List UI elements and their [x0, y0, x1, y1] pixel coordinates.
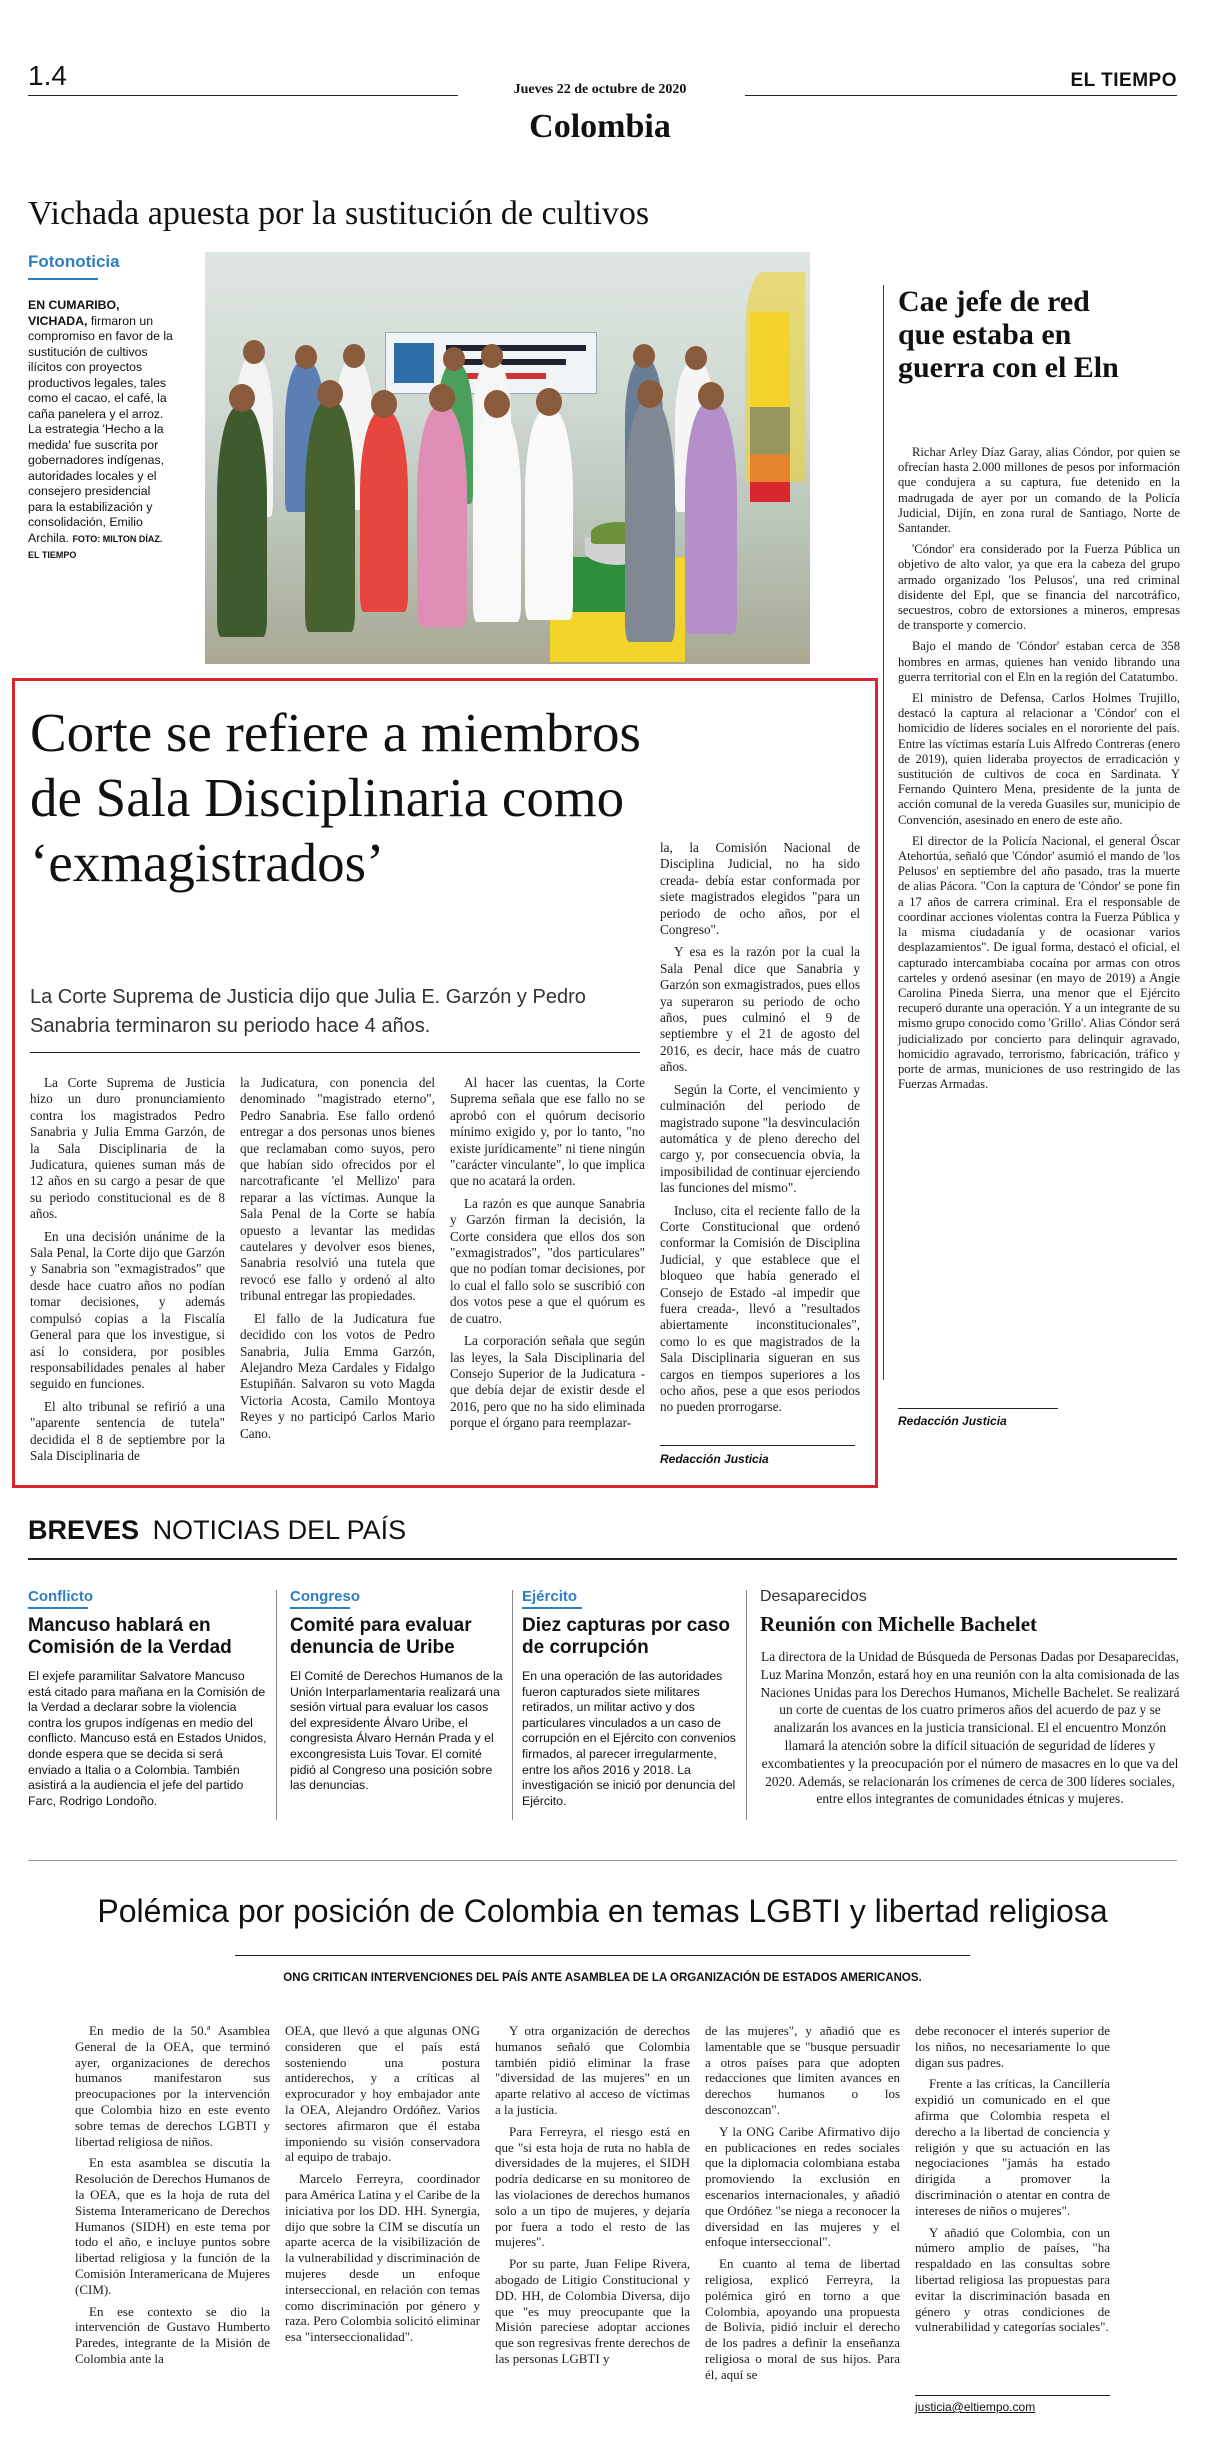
cae-paragraph: El ministro de Defensa, Carlos Holmes Trujillo, destacó la captura al relacionar a 'Cóndor' con el homicidio de líderes sociales en el nororiente del país. Entre las víctimas estaría Luis Alfredo Contreras (enero de 2019), quien lideraba proyectos de erradicación y sustitución de cultivos de coca en Sardinata. Y Fernando Quintero Mena, presidente de la junta de acción comunal de la vereda Guasiles sur, municipio de Convención, asesinado en enero de este año. — [898, 691, 1180, 827]
corte-paragraph: La razón es que aunque Sanabria y Garzón firman la decisión, la Corte considera que ellos dos son "exmagistrados", "dos particulares" que no podían tomar decisiones, por lo cual el fallo solo se suscribió con dos votos pese a que el quórum es de cuatro. — [450, 1195, 645, 1326]
lgbti-col1 — [75, 2023, 270, 2373]
section-title: Colombia — [529, 108, 671, 145]
fotonoticia-rule — [28, 278, 98, 280]
lgbti-paragraph: debe reconocer el interés superior de los niños, no necesariamente lo que digan sus padres. — [915, 2023, 1110, 2070]
breve-body: El exjefe paramilitar Salvatore Mancuso está citado para mañana en la Comisión de la Verdad a declarar sobre la violencia contra los grupos indígenas en medio del conflicto. Mancuso está en Estados Unidos, donde espera que se decida si será enviado a Italia o a Colombia. También asistirá a la audiencia el jefe del partido Farc, Rodrigo Londoño. — [28, 1669, 267, 1808]
breve-tag-rule — [28, 1607, 88, 1609]
corte-paragraph: Al hacer las cuentas, la Corte Suprema señala que ese fallo no se aprobó con el quórum decisorio mínimo exigido y, por lo tanto, "no existe jurídicamente" ni tiene ningún "carácter vinculante", lo que implica que no acatará la orden. — [450, 1075, 645, 1189]
lgbti-paragraph: En medio de la 50.ª Asamblea General de la OEA, que terminó ayer, organizaciones de derechos humanos manifestaron sus preocupaciones por la intervención que Colombia hizo en este evento sobre temas de derechos LGBTI y libertad religiosa de niños. — [75, 2023, 270, 2149]
lgbti-headline: Polémica por posición de Colombia en temas LGBTI y libertad religiosa — [97, 1893, 1108, 1929]
cae-signature-rule — [898, 1408, 1058, 1409]
corte-col4 — [660, 840, 860, 1422]
cae-headline: Cae jefe de red que estaba en guerra con el Eln — [898, 285, 1119, 384]
lgbti-kicker: ONG CRITICAN INTERVENCIONES DEL PAÍS ANTE ASAMBLEA DE LA ORGANIZACIÓN DE ESTADOS AMERICANOS. — [283, 1972, 922, 1984]
breve-headline: Mancuso hablará en Comisión de la Verdad — [28, 1615, 232, 1658]
breves-rule — [28, 1558, 1177, 1560]
cae-paragraph: 'Cóndor' era considerado por la Fuerza Pública un objetivo de alto valor, ya que era la cabeza del grupo armado organizado 'los Pelusos', una red criminal disidente del Epl, que se financia del narcotráfico, secuestros, cobro de extorsiones a mineros, empresas de transporte y comercio. — [898, 542, 1180, 633]
corte-paragraph: Y esa es la razón por la cual la Sala Penal dice que Sanabria y Garzón son exmagistrados, pues ellos ya superaron su periodo de ocho años, pues culminó el 9 de septiembre y el 21 de agosto del 2016, es decir, hace más de cuatro años. — [660, 944, 860, 1075]
contact-email[interactable]: justicia@eltiempo.com — [915, 2400, 1036, 2414]
lgbti-paragraph: Y otra organización de derechos humanos señaló que Colombia también pidió eliminar la frase "diversidad de las mujeres" en un aparte relativo al acceso de víctimas a la justicia. — [495, 2023, 690, 2117]
header-date: Jueves 22 de octubre de 2020 — [513, 82, 687, 97]
lgbti-paragraph: Frente a las críticas, la Cancillería expidió un comunicado en el que afirma que Colombia respeta el derecho a la libertad de conciencia y religión y que su actuación en las negociaciones "jamás ha estado dirigida a promover la discriminación o atentar en contra de intereses de niños o mujeres". — [915, 2076, 1110, 2218]
corte-paragraph: la, la Comisión Nacional de Disciplina Judicial, no ha sido creada- debía estar conformada por siete magistrados elegidos "para un periodo de ocho años, por el Congreso". — [660, 840, 860, 938]
lgbti-paragraph: Marcelo Ferreyra, coordinador para América Latina y el Caribe de la iniciativa por los DD. HH. Synergia, dijo que sobre la CIM se discutía un aparte acerca de la visibilización de la vulnerabilidad y discriminación de mujeres desde un enfoque interseccional, en relación con temas como discriminación por género y raza. Pero Colombia solicitó eliminar esa "interseccionalidad". — [285, 2171, 480, 2345]
lgbti-paragraph: Y la ONG Caribe Afirmativo dijo en publicaciones en redes sociales que la diplomacia colombiana estaba promoviendo la exclusión en escenarios internacionales, y añadió que Ordóñez "se niega a reconocer la diversidad en las mujeres y el enfoque interseccional". — [705, 2123, 900, 2250]
breve-tag: Conflicto — [28, 1588, 93, 1605]
lgbti-top-rule — [28, 1860, 1177, 1861]
breves-divider — [276, 1590, 277, 1820]
corte-paragraph: El fallo de la Judicatura fue decidido con los votos de Pedro Sanabria, Julia Emma Garzón, Alejandro Meza Cardales y Fidalgo Estupiñán. Salvaron su voto Magda Victoria Acosta, Camilo Montoya Reyes y no participó Carlos Mario Cano. — [240, 1310, 435, 1441]
lgbti-paragraph: Por su parte, Juan Felipe Rivera, abogado de Litigio Constitucional y DD. HH, de Colombia Diversa, dijo que "es muy preocupante que la Misión pareciese adoptar acciones que son regresivas frente derechos de las personas LGBTI y — [495, 2256, 690, 2366]
lgbti-paragraph: Y añadió que Colombia, con un número amplio de países, "ha respaldado en las consultas sobre libertad religiosa las propuestas para evitar la discriminación basada en género y otras condiciones de vulnerabilidad y categorías sociales". — [915, 2224, 1110, 2335]
breve-body: El Comité de Derechos Humanos de la Unión Interparlamentaria realizará una sesión virtual para evaluar los casos del expresidente Álvaro Uribe, el congresista Álvaro Hernán Prada y el excongresista Luis Tovar. El comité pidió al Congreso una posición sobre las denuncias. — [290, 1669, 503, 1793]
lgbti-kicker-rule — [235, 1955, 970, 1956]
corte-paragraph: Incluso, cita el reciente fallo de la Corte Constitucional que ordenó conformar la Comisión de Disciplina Judicial, y que establece que el bloqueo que había generado el Consejo de Estado -al impedir que fuera creada-, llevó a "resultados abiertamente inconstitucionales", como lo es que magistrados de la Sala Disciplinaria sigueran en sus cargos en tiempos superiores a los ocho años, pese a que esos periodos no pueden prorrogarse. — [660, 1202, 860, 1415]
lgbti-paragraph: En cuanto al tema de libertad religiosa, explicó Ferreyra, la polémica giró en torno a que Colombia, apoyando una propuesta de Bolivia, pidió incluir el derecho de los padres a definir la enseñanza religiosa o moral de sus hijos. Para él, aquí se — [705, 2256, 900, 2382]
cae-paragraph: Bajo el mando de 'Cóndor' estaban cerca de 358 hombres en armas, quienes han venido librando una guerra territorial con el Eln en la región del Catatumbo. — [898, 639, 1180, 684]
cae-paragraph: El director de la Policía Nacional, el general Óscar Atehortúa, señaló que 'Cóndor' asumió el mando de 'los Pelusos' en septiembre del año pasado, tras la muerte de alias Pácora. "Con la captura de 'Cóndor' se pone fin a 17 años de carrera criminal. Era el responsable de coordinar acciones violentas contra la Fuerza Pública y la misma ciudadanía y de ocasionar varios desplazamientos". De igual forma, destacó el oficial, el capturado intercambiaba cocaína por armas con otros carteles y ordenó asesinar (en mayo de 2019) a Angie Carolina Pineda Sierra, una menor que el Ejército recuperó durante una operación. Y a un integrante de su mismo grupo conocido como 'Grillo'. Alias Cóndor será judicializado por concierto para delinquir agravado, homicidio agravado, terrorismo, fabricación, tráfico y porte de armas, municiones de uso restringido de las Fuerzas Armadas. — [898, 833, 1180, 1092]
caption-text: firmaron un compromiso en favor de la sustitución de cultivos ilícitos con proyectos productivos legales, tales como el cacao, el café, la caña panelera y el arroz. La estrategia 'Hecho a la medida' fue suscrita por gobernadores indígenas, autoridades locales y el consejero presidencial para la estabilización y consolidación, Emilio Archila. — [28, 313, 173, 545]
breve-item — [28, 1588, 268, 1809]
corte-col1 — [30, 1075, 225, 1470]
breve-item — [522, 1588, 737, 1809]
lgbti-paragraph: Para Ferreyra, el riesgo está en que "si esta hoja de ruta no habla de diversidades de la mujeres, el SIDH podría dedicarse en su monitoreo de las violaciones de derechos humanos solo a un tipo de mujeres, y dejaría por fuera a todo el resto de las mujeres". — [495, 2123, 690, 2250]
corte-deck: La Corte Suprema de Justicia dijo que Julia E. Garzón y Pedro Sanabria terminaron su periodo hace 4 años. — [30, 986, 586, 1037]
lgbti-paragraph: OEA, que llevó a que algunas ONG consideren que el país está sosteniendo una postura antiderechos, y a críticas al exprocurador y hoy embajador ante la OEA, Alejandro Ordóñez. Varios sectores afirmaron que él estaba imponiendo su visión conservadora al equipo de trabajo. — [285, 2023, 480, 2165]
breves-title — [28, 1515, 406, 1546]
corte-paragraph: Según la Corte, el vencimiento y culminación del periodo de magistrado supone "la desvinculación automática y de pleno derecho del cargo y, por consecuencia obvia, la imposibilidad de continuar ejerciendo las funciones del mismo". — [660, 1081, 860, 1196]
breve-body: En una operación de las autoridades fueron capturados siete militares retirados, un militar activo y dos particulares vinculados a un caso de corrupción en el Ejército con convenios firmados, al parecer irregularmente, entre los años 2016 y 2018. La investigación se inició por denuncia del Ejército. — [522, 1669, 736, 1808]
cae-signature: Redacción Justicia — [898, 1414, 1007, 1428]
photo-credit: FOTO: MILTON DÍAZ. EL TIEMPO — [28, 533, 163, 560]
corte-signature-rule — [660, 1445, 855, 1446]
fotonoticia-label: Fotonoticia — [28, 252, 120, 271]
lgbti-paragraph: de las mujeres", y añadió que es lamentable que se "busque persuadir a otros países para que adopten redacciones que limiten avances en derechos humanos o los desconozcan". — [705, 2023, 900, 2117]
corte-col2 — [240, 1075, 435, 1448]
corte-headline: Corte se refiere a miembros de Sala Disciplinaria como ‘exmagistrados’ — [30, 702, 641, 893]
lgbti-paragraph: En esta asamblea se discutía la Resolución de Derechos Humanos de la OEA, que es la hoja de ruta del Sistema Interamericano de Derechos Humanos (SIDH) en este tema por todo el año, e incluye puntos sobre libertad religiosa y la función de la Comisión Interamericana de Mujeres (CIM). — [75, 2155, 270, 2297]
vichada-headline: Vichada apuesta por la sustitución de cultivos — [28, 195, 650, 232]
breves-title-bold: BREVES — [28, 1515, 140, 1545]
vichada-caption — [28, 298, 173, 564]
header-rule-left — [28, 95, 458, 96]
corte-paragraph: La corporación señala que según las leyes, la Sala Disciplinaria del Consejo Superior de la Judicatura -que debía dejar de existir desde el 2016, pero que no ha sido eliminada porque el órgano para reemplazar- — [450, 1333, 645, 1431]
vichada-photo — [205, 252, 810, 664]
corte-paragraph: la Judicatura, con ponencia del denominado "magistrado eterno", Pedro Sanabria. Ese fallo ordenó entregar a dos personas unos bienes que reclamaban como suyos, pero que habían sido ofrecidos por el narcotraficante 'el Mellizo' para reparar a las víctimas. Aunque la Sala Penal de la Corte se había opuesto a levantar las medidas cautelares y devolver esos bienes, Sanabria resolvió una tutela que revocó ese fallo y ordenó al alto tribunal entregar las propiedades. — [240, 1075, 435, 1304]
lgbti-paragraph: En ese contexto se dio la intervención de Gustavo Humberto Paredes, integrante de la Misión de Colombia ante la — [75, 2303, 270, 2366]
corte-paragraph: En una decisión unánime de la Sala Penal, la Corte dijo que Garzón y Sanabria son "exmagistrados" que desde hace cuatro años no podían tomar decisiones, y además compulsó copias a la Fiscalía General para que los investigue, si así lo considera, por posibles responsabilidades penales al haber seguido en funciones. — [30, 1228, 225, 1392]
email-rule — [915, 2395, 1110, 2396]
cae-paragraph: Richar Arley Díaz Garay, alias Cóndor, por quien se ofrecían hasta 2.000 millones de pesos por información que condujera a su captura, fue detenido en la madrugada de ayer por un comando de la Policía Judicial, Dijín, en zona rural de Santiago, Norte de Santander. — [898, 445, 1180, 536]
breves-divider — [746, 1590, 747, 1820]
breve-tag: Desaparecidos — [760, 1588, 867, 1605]
cae-vertical-rule — [883, 285, 884, 1380]
breve-tag: Ejército — [522, 1588, 578, 1605]
corte-deck-rule — [30, 1052, 640, 1053]
breve-item — [760, 1588, 1180, 1808]
corte-paragraph: La Corte Suprema de Justicia hizo un duro pronunciamiento contra los magistrados Pedro Sanabria y Julia Emma Garzón, de la Sala Disciplinaria de la Judicatura, quienes suman más de 12 años en su cargo a pesar de que su periodo constitucional es de 8 años. — [30, 1075, 225, 1222]
lgbti-col5 — [915, 2023, 1110, 2341]
breve-tag-rule — [290, 1607, 350, 1609]
breve-tag-rule — [522, 1607, 582, 1609]
caption-lead: EN CUMARIBO, VICHADA, — [28, 298, 120, 328]
breve-headline: Diez capturas por caso de corrupción — [522, 1615, 731, 1658]
header-rule-right — [745, 95, 1177, 96]
page-number: 1.4 — [28, 60, 67, 91]
breves-divider — [512, 1590, 513, 1820]
brand-logo: EL TIEMPO — [1070, 70, 1177, 91]
breve-tag: Congreso — [290, 1588, 361, 1605]
breve-headline: Reunión con Michelle Bachelet — [760, 1612, 1038, 1636]
breve-item — [290, 1588, 505, 1794]
corte-col3 — [450, 1075, 645, 1438]
breve-body: La directora de la Unidad de Búsqueda de Personas Dadas por Desaparecidas, Luz Marina Monzón, estará hoy en una reunión con la alta comisionada de las Naciones Unidas para los Derechos Humanos, Michelle Bachelet. Se realizará un corte de cuentas de los cuatro primeros años del acuerdo de paz y se analizarán los avances en la justicia transicional. El el encuentro Monzón llamará la atención sobre la difícil situación de seguridad de líderes y excombatientes y la preocupación por el número de masacres en lo que va del 2020. Además, se relacionarán los crímenes de cerca de 300 líderes sociales, entre ellos integrantes de comunidades étnicas y mujeres. — [760, 1649, 1180, 1807]
breves-title-rest: NOTICIAS DEL PAÍS — [152, 1515, 407, 1545]
corte-paragraph: El alto tribunal se refirió a una "aparente sentencia de tutela" decidida el 8 de septiembre por la Sala Disciplinaria de — [30, 1398, 225, 1463]
lgbti-col3 — [495, 2023, 690, 2373]
corte-signature: Redacción Justicia — [660, 1452, 769, 1466]
lgbti-col4 — [705, 2023, 900, 2389]
breve-headline: Comité para evaluar denuncia de Uribe — [290, 1615, 472, 1658]
lgbti-col2 — [285, 2023, 480, 2351]
cae-body — [898, 445, 1180, 1098]
